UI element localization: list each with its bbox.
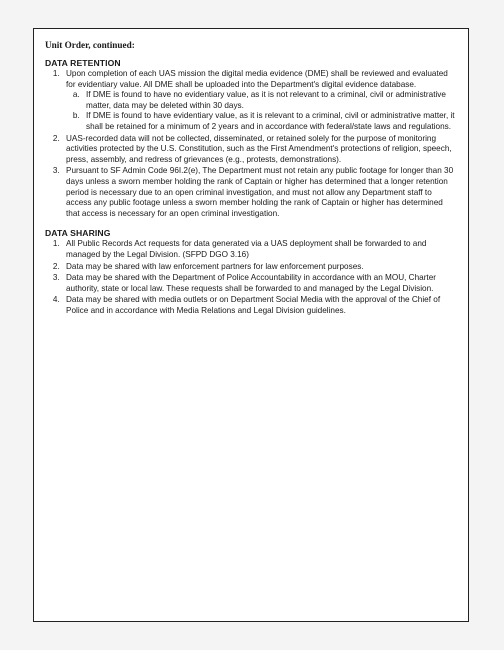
retention-item-3-text: Pursuant to SF Admin Code 96I.2(e), The Department must not retain any public footage for longer than 30 days unless a sworn member holding the rank of Captain or higher has determined that a longer retention period is necessary due to an open criminal investigation, and must not allow any Department staff to access any public footage unless a sworn member holding the rank of Captain or higher has determined that access is necessary for an open criminal investigation. — [66, 166, 454, 218]
section-title-data-sharing: DATA SHARING — [45, 228, 111, 239]
page-header: Unit Order, continued: — [45, 40, 135, 50]
list-item: b. If DME is found to have evidentiary value, as it is relevant to a criminal, civil or administrative matter, it shall be retained for a minimum of 2 years and in accordance with federal/state laws and regulations. — [82, 111, 457, 132]
list-item — [62, 166, 457, 219]
list-item: 4. Data may be shared with media outlets or on Department Social Media with the approval of the Chief of Police and in accordance with Media Relations and Legal Division guidelines. — [62, 295, 457, 316]
retention-list — [45, 69, 457, 219]
list-item — [62, 134, 457, 166]
retention-item-2-text: UAS-recorded data will not be collected, disseminated, or retained solely for the purpose of monitoring activities protected by the U.S. Constitution, such as the First Amendment's protections of religion, speech, press, assembly, and redress of grievances (e.g., protests, demonstrations). — [66, 133, 452, 164]
list-item — [62, 69, 457, 133]
document-page — [33, 28, 469, 622]
list-item: 3. Data may be shared with the Department of Police Accountability in accordance with an MOU, Charter authority, state or local law. These requests shall be forwarded to and managed by the Legal Division. — [62, 273, 457, 294]
retention-item-1-text: Upon completion of each UAS mission the digital media evidence (DME) shall be reviewed and evaluated for evidentiary value. All DME shall be uploaded into the Department's digital evidence database. — [66, 69, 448, 89]
sharing-list — [45, 239, 457, 316]
section-title-data-retention: DATA RETENTION — [45, 58, 121, 68]
list-item: 1. All Public Records Act requests for data generated via a UAS deployment shall be forwarded to and managed by the Legal Division. (SFPD DGO 3.16) — [62, 239, 457, 260]
list-item: 2. Data may be shared with law enforcement partners for law enforcement purposes. — [62, 262, 457, 273]
list-item: a. If DME is found to have no evidentiary value, as it is not relevant to a criminal, civil or administrative matter, data may be deleted within 30 days. — [82, 90, 457, 111]
retention-sublist — [66, 90, 457, 132]
